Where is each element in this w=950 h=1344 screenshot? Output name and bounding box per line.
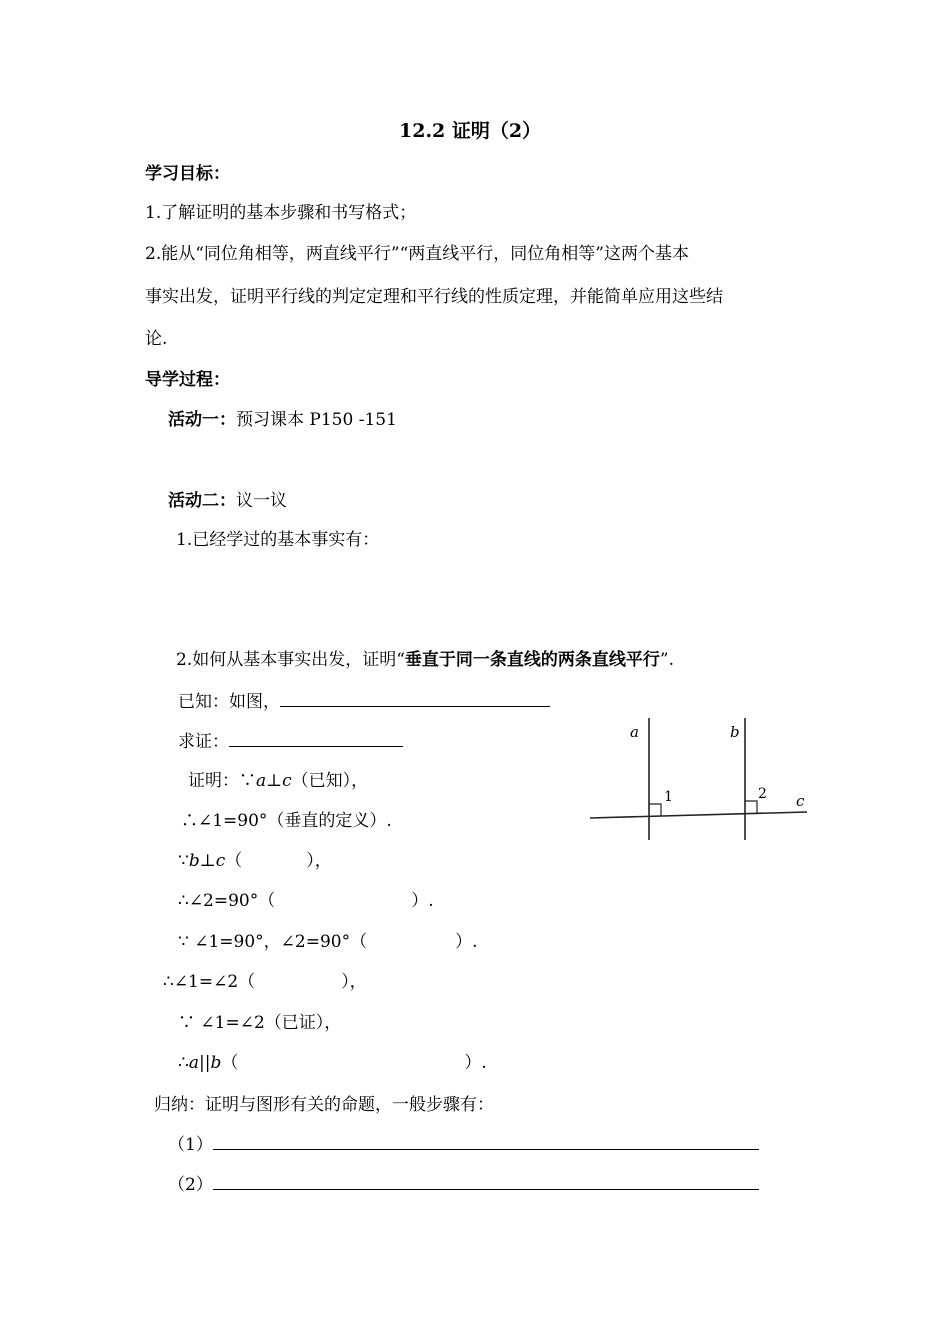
- proof-line-3: [178, 850, 332, 872]
- close-paren: ），: [306, 851, 332, 871]
- proof-line-5: [178, 931, 478, 953]
- activity-1-text: 预习课本 P150 -151: [236, 410, 397, 430]
- var-c: c: [215, 851, 226, 871]
- open-paren: （: [221, 1053, 239, 1073]
- close-paren: ），: [341, 972, 367, 992]
- label-angle-2: 2: [758, 786, 767, 802]
- proof-line-4: [178, 890, 434, 912]
- label-c: c: [796, 792, 805, 810]
- line-c: [590, 812, 807, 818]
- given-line: [178, 690, 550, 713]
- proof-line-2: ∴∠1=90°（垂直的定义）.: [181, 811, 392, 831]
- summary-step-1: [168, 1133, 759, 1156]
- question-2-suffix: ”.: [659, 650, 675, 670]
- page-title: 12.2 证明（2）: [399, 120, 542, 142]
- label-angle-1: 1: [664, 789, 673, 805]
- step-1-blank[interactable]: [213, 1133, 759, 1150]
- proof-line-1-reason: （已知），: [291, 771, 369, 791]
- activity-2-label: 活动二：: [168, 491, 236, 511]
- open-paren: （: [225, 851, 243, 871]
- perp-symbol: ⊥: [266, 771, 283, 791]
- close-paren: ）.: [464, 1053, 487, 1073]
- proof-line-1: [188, 770, 368, 792]
- given-blank[interactable]: [280, 690, 550, 707]
- therefore-symbol: ∴: [178, 1053, 189, 1073]
- proof-line-6-prefix: ∴∠1=∠2（: [163, 972, 256, 992]
- given-label: 已知：如图，: [178, 692, 280, 712]
- prove-line: [178, 730, 403, 753]
- label-a: a: [630, 723, 639, 741]
- perpendicular-lines-figure: [585, 712, 815, 847]
- objectives-heading: 学习目标：: [145, 164, 230, 184]
- objective-item-2-line-2: 事实出发，证明平行线的判定定理和平行线的性质定理，并能简单应用这些结: [145, 287, 723, 307]
- prove-label: 求证：: [178, 732, 229, 752]
- activity-1: [168, 409, 397, 431]
- proof-line-6: [163, 971, 367, 993]
- step-2-blank[interactable]: [213, 1173, 759, 1190]
- question-2-prefix: 2.如何从基本事实出发，证明“: [176, 650, 405, 670]
- objective-item-1: 1.了解证明的基本步骤和书写格式；: [145, 203, 417, 223]
- step-2-label: （2）: [168, 1175, 213, 1195]
- activity-2: [168, 490, 287, 512]
- activity-2-text: 议一议: [236, 491, 287, 511]
- right-angle-mark-2: [745, 801, 757, 813]
- question-1: 1.已经学过的基本事实有：: [176, 530, 380, 550]
- summary-text: 归纳：证明与图形有关的命题，一般步骤有：: [154, 1095, 494, 1115]
- question-2-theorem: 垂直于同一条直线的两条直线平行: [404, 650, 660, 670]
- activity-1-label: 活动一：: [168, 410, 236, 430]
- proof-line-7: ∵ ∠1=∠2（已证），: [178, 1013, 342, 1033]
- var-a: a: [188, 1053, 199, 1073]
- prove-blank[interactable]: [229, 730, 403, 747]
- proof-line-4-prefix: ∴∠2=90°（: [178, 891, 276, 911]
- var-b: b: [210, 1053, 222, 1073]
- parallel-symbol: ||: [198, 1053, 211, 1073]
- proof-line-8: [178, 1052, 487, 1074]
- objective-item-2-line-3: 论.: [145, 329, 168, 349]
- objective-item-2-line-1: 2.能从“同位角相等，两直线平行”“两直线平行，同位角相等”这两个基本: [145, 244, 689, 264]
- because-symbol: ∵: [178, 851, 189, 871]
- step-1-label: （1）: [168, 1135, 213, 1155]
- proof-line-5-prefix: ∵ ∠1=90°，∠2=90°（: [178, 932, 368, 952]
- var-a: a: [256, 771, 267, 791]
- proof-line-1-prefix: 证明：∵: [188, 771, 256, 791]
- question-2: [176, 649, 674, 671]
- process-heading: 导学过程：: [145, 370, 230, 390]
- perp-symbol: ⊥: [199, 851, 216, 871]
- label-b: b: [730, 723, 740, 741]
- summary-step-2: [168, 1173, 759, 1196]
- right-angle-mark-1: [649, 804, 661, 816]
- var-c: c: [282, 771, 292, 791]
- var-b: b: [188, 851, 200, 871]
- close-paren: ）.: [411, 891, 434, 911]
- close-paren: ）.: [455, 932, 478, 952]
